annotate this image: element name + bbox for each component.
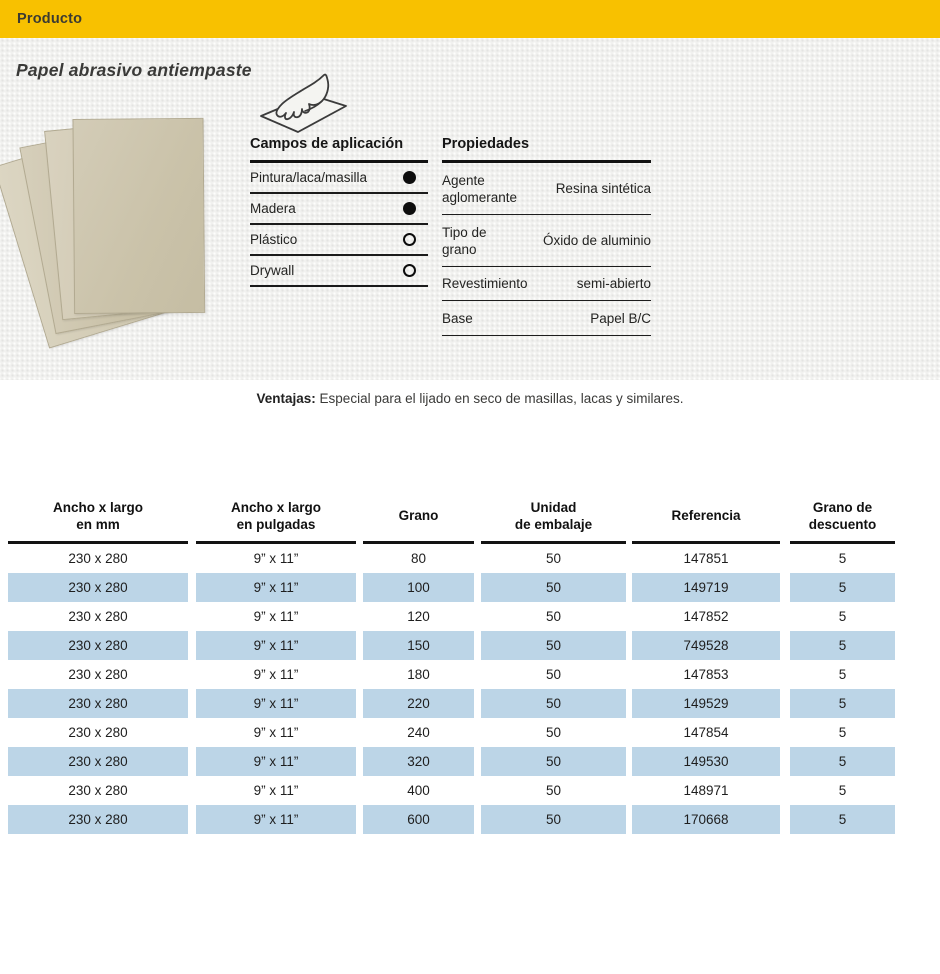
property-value: Óxido de aluminio xyxy=(542,233,651,248)
table-cell: 230 x 280 xyxy=(68,551,128,566)
column-header-line: de embalaje xyxy=(514,516,593,532)
table-cell: 220 xyxy=(363,689,474,718)
table-cell: 9” x 11” xyxy=(196,689,356,718)
table-cell: 5 xyxy=(838,783,847,798)
table-column xyxy=(8,490,188,834)
table-cell: 50 xyxy=(481,631,626,660)
column-header-line: Grano xyxy=(398,508,439,523)
column-header-line: Referencia xyxy=(671,508,741,523)
product-image-sandpaper-stack xyxy=(38,112,220,330)
table-cell: 9” x 11” xyxy=(196,573,356,602)
table-cell: 5 xyxy=(790,689,895,718)
open-circle-icon xyxy=(403,264,416,277)
table-cell: 5 xyxy=(790,805,895,834)
table-cell: 148971 xyxy=(683,783,729,798)
table-cell: 149719 xyxy=(632,573,780,602)
advantages-text: Especial para el lijado en seco de masillas, lacas y similares. xyxy=(315,391,684,406)
property-row xyxy=(442,215,651,267)
table-cell: 50 xyxy=(545,667,562,682)
application-field-label: Drywall xyxy=(250,263,295,278)
table-cell: 9” x 11” xyxy=(253,551,299,566)
table-cell: 147854 xyxy=(683,725,729,740)
column-header-line: descuento xyxy=(808,516,877,532)
property-row xyxy=(442,267,651,301)
page-section-title: Producto xyxy=(17,11,83,27)
property-label: Agente aglomerante xyxy=(442,172,518,205)
table-cell: 9” x 11” xyxy=(253,783,299,798)
table-cell: 9” x 11” xyxy=(253,609,299,624)
filled-circle-icon xyxy=(403,202,416,215)
application-field-row xyxy=(250,194,428,225)
property-label: Revestimiento xyxy=(442,276,528,291)
table-cell: 5 xyxy=(790,631,895,660)
table-cell: 230 x 280 xyxy=(68,609,128,624)
table-cell: 5 xyxy=(838,725,847,740)
property-label: Base xyxy=(442,310,473,326)
table-cell: 50 xyxy=(545,725,562,740)
properties-rows xyxy=(442,163,651,336)
application-field-label: Madera xyxy=(250,201,296,216)
table-cell: 230 x 280 xyxy=(68,725,128,740)
property-label: Tipo de grano xyxy=(442,224,487,257)
table-cell: 149529 xyxy=(632,689,780,718)
table-cell: 5 xyxy=(790,747,895,776)
property-row xyxy=(442,163,651,215)
column-header xyxy=(8,490,188,544)
column-header xyxy=(790,490,895,544)
table-cell: 9” x 11” xyxy=(196,747,356,776)
table-cell: 400 xyxy=(407,783,430,798)
table-column xyxy=(363,490,474,834)
table-cell: 50 xyxy=(545,783,562,798)
column-header xyxy=(481,490,626,544)
open-circle-icon xyxy=(403,233,416,246)
advantages-label: Ventajas: xyxy=(256,391,316,406)
table-cell: 9” x 11” xyxy=(196,805,356,834)
application-field-row xyxy=(250,225,428,256)
property-row xyxy=(442,301,651,336)
property-value: semi-abierto xyxy=(576,276,651,291)
column-header-line: Unidad xyxy=(530,499,577,515)
property-value: Resina sintética xyxy=(555,181,651,196)
properties-table xyxy=(442,136,651,336)
application-fields-title: Campos de aplicación xyxy=(250,136,428,163)
column-header-line: en pulgadas xyxy=(236,516,316,532)
table-cell: 50 xyxy=(481,747,626,776)
table-cell: 230 x 280 xyxy=(68,783,128,798)
column-header-line: en mm xyxy=(76,516,120,532)
application-field-label: Plástico xyxy=(250,232,298,247)
application-field-label: Pintura/laca/masilla xyxy=(250,170,368,185)
column-header xyxy=(196,490,356,544)
product-hero-section xyxy=(0,38,940,380)
table-cell: 9” x 11” xyxy=(253,725,299,740)
table-cell: 320 xyxy=(363,747,474,776)
table-cell: 9” x 11” xyxy=(253,667,299,682)
table-cell: 230 x 280 xyxy=(8,805,188,834)
column-header-line: Ancho x largo xyxy=(52,499,143,515)
table-column xyxy=(196,490,356,834)
product-variants-table xyxy=(0,490,940,840)
table-cell: 50 xyxy=(481,805,626,834)
table-cell: 100 xyxy=(363,573,474,602)
sandpaper-sheet xyxy=(72,118,205,314)
table-cell: 147852 xyxy=(683,609,729,624)
table-cell: 749528 xyxy=(632,631,780,660)
table-cell: 5 xyxy=(838,609,847,624)
table-cell: 50 xyxy=(481,689,626,718)
table-cell: 230 x 280 xyxy=(68,667,128,682)
table-cell: 147851 xyxy=(683,551,729,566)
table-cell: 5 xyxy=(838,551,847,566)
column-header-line: Grano de xyxy=(812,499,873,515)
filled-circle-icon xyxy=(403,171,416,184)
column-header xyxy=(632,490,780,544)
table-cell: 230 x 280 xyxy=(8,689,188,718)
product-title: Papel abrasivo antiempaste xyxy=(16,60,252,80)
table-cell: 5 xyxy=(838,667,847,682)
hand-sanding-icon xyxy=(256,72,350,138)
table-cell: 50 xyxy=(481,573,626,602)
table-cell: 5 xyxy=(790,573,895,602)
column-header xyxy=(363,490,474,544)
table-cell: 149530 xyxy=(632,747,780,776)
table-cell: 80 xyxy=(410,551,427,566)
property-value: Papel B/C xyxy=(590,310,651,326)
table-cell: 230 x 280 xyxy=(8,747,188,776)
top-bar xyxy=(0,0,940,38)
properties-title: Propiedades xyxy=(442,136,651,163)
column-header-line: Ancho x largo xyxy=(230,499,321,515)
table-cell: 170668 xyxy=(632,805,780,834)
application-fields-rows xyxy=(250,163,428,287)
application-field-row xyxy=(250,256,428,287)
table-cell: 50 xyxy=(545,609,562,624)
table-cell: 600 xyxy=(363,805,474,834)
application-fields-table xyxy=(250,136,428,287)
table-cell: 120 xyxy=(407,609,430,624)
table-cell: 230 x 280 xyxy=(8,573,188,602)
application-field-row xyxy=(250,163,428,194)
table-column xyxy=(481,490,626,834)
advantages-line xyxy=(0,391,940,406)
table-column xyxy=(632,490,780,834)
table-column xyxy=(790,490,895,834)
table-cell: 230 x 280 xyxy=(8,631,188,660)
table-cell: 9” x 11” xyxy=(196,631,356,660)
table-cell: 150 xyxy=(363,631,474,660)
table-cell: 180 xyxy=(407,667,430,682)
table-cell: 50 xyxy=(545,551,562,566)
table-cell: 240 xyxy=(407,725,430,740)
table-cell: 147853 xyxy=(683,667,729,682)
